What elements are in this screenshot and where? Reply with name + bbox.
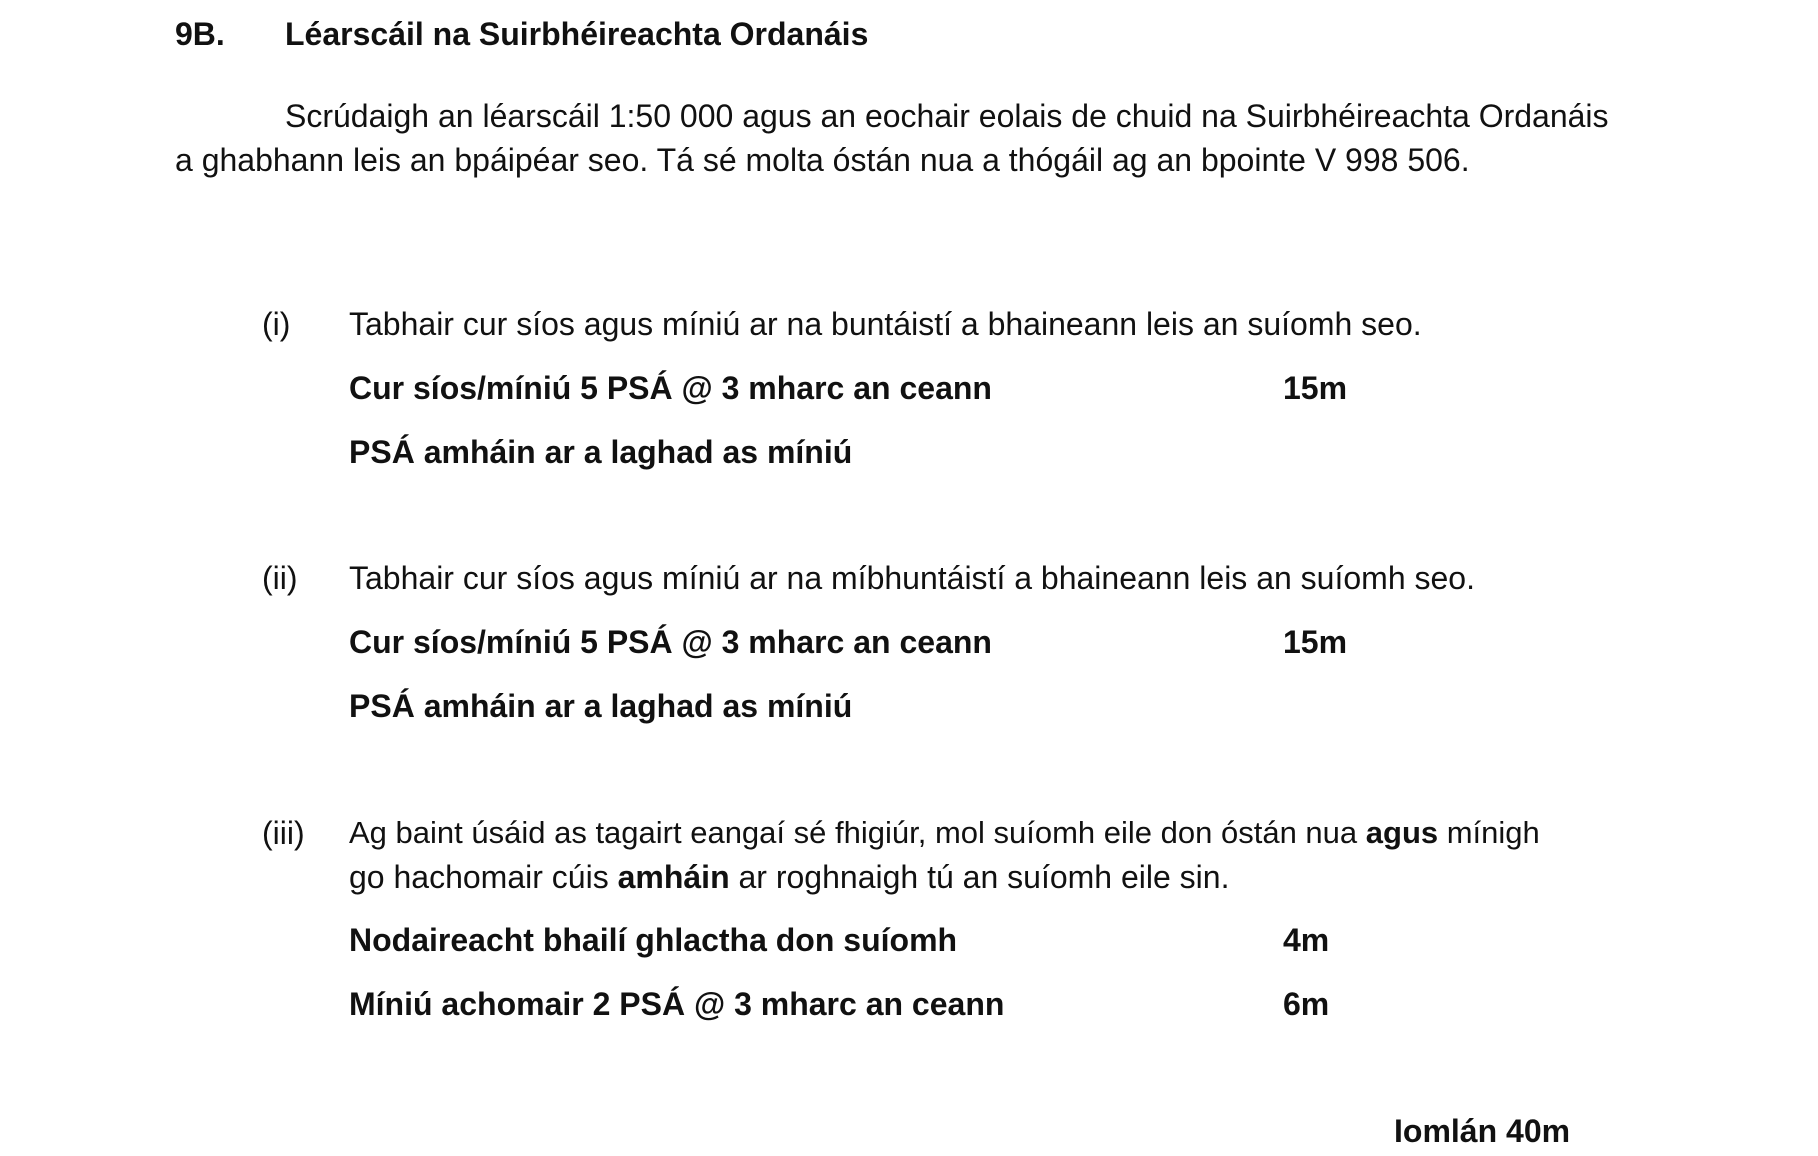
question-label-ii: (ii): [262, 560, 298, 596]
mark-criterion: Cur síos/míniú 5 PSÁ @ 3 mharc an ceann: [349, 370, 992, 406]
mark-value: 6m: [1283, 986, 1330, 1022]
mark-criterion: Nodaireacht bhailí ghlactha don suíomh: [349, 922, 958, 958]
question-text-segment: go hachomair cúis: [349, 859, 618, 895]
question-label-iii: (iii): [262, 815, 305, 851]
mark-criterion: Cur síos/míniú 5 PSÁ @ 3 mharc an ceann: [349, 624, 992, 660]
mark-value: 15m: [1283, 370, 1348, 406]
question-text-emphasis: amháin: [617, 859, 730, 895]
mark-criterion: PSÁ amháin ar a laghad as míniú: [349, 434, 853, 470]
question-text-emphasis: agus: [1365, 815, 1439, 850]
question-text-iii-line-1: [349, 811, 1540, 855]
mark-value: 15m: [1283, 624, 1348, 660]
question-text-i: Tabhair cur síos agus míniú ar na buntáistí a bhaineann leis an suíomh seo.: [349, 306, 1422, 342]
total-marks: Iomlán 40m: [1394, 1113, 1571, 1149]
question-text-segment: mínigh: [1438, 815, 1540, 850]
question-text-iii-line-2: [349, 855, 1229, 899]
section-number: 9B.: [175, 16, 225, 52]
question-label-i: (i): [262, 306, 291, 342]
question-text-ii: Tabhair cur síos agus míniú ar na míbhuntáistí a bhaineann leis an suíomh seo.: [349, 560, 1475, 596]
intro-line-2: a ghabhann leis an bpáipéar seo. Tá sé molta óstán nua a thógáil ag an bpointe V 998 506.: [175, 142, 1470, 178]
section-title: Léarscáil na Suirbhéireachta Ordanáis: [285, 16, 869, 52]
mark-criterion: PSÁ amháin ar a laghad as míniú: [349, 688, 853, 724]
question-text-segment: Ag baint úsáid as tagairt eangaí sé fhigiúr, mol suíomh eile don óstán nua: [349, 815, 1366, 850]
mark-criterion: Míniú achomair 2 PSÁ @ 3 mharc an ceann: [349, 986, 1005, 1022]
mark-value: 4m: [1283, 922, 1330, 958]
intro-line-1: Scrúdaigh an léarscáil 1:50 000 agus an eochair eolais de chuid na Suirbhéireachta Ordanáis: [285, 98, 1609, 134]
question-text-segment: ar roghnaigh tú an suíomh eile sin.: [729, 859, 1230, 895]
